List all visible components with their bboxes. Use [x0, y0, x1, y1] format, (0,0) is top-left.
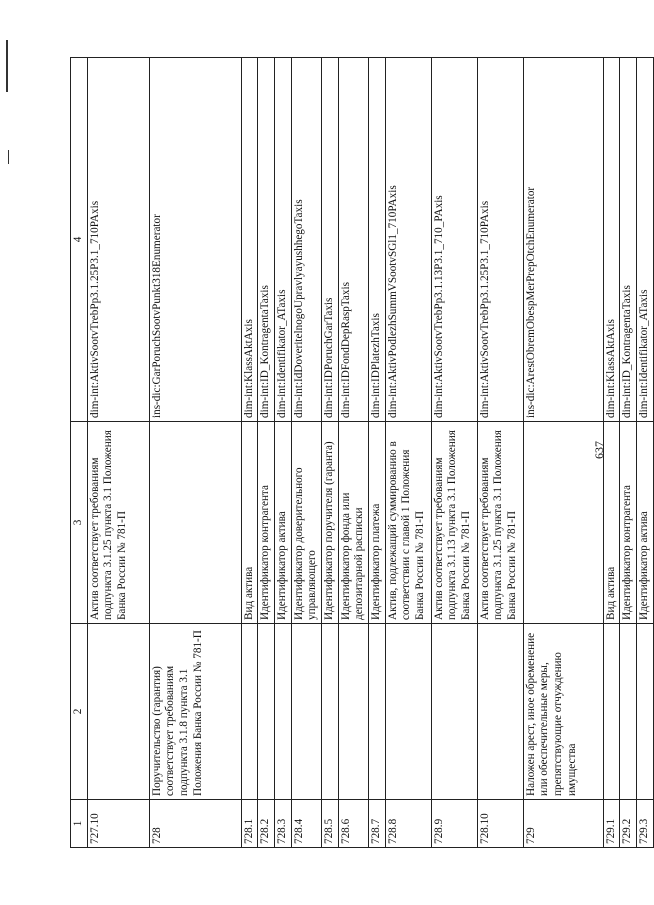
- row-number-cell: 728.2: [258, 800, 275, 848]
- row-attribute-cell: Актив соответствует требованиям подпункта 3.1.25 пункта 3.1 Положения Банка России № 781-П: [87, 422, 149, 624]
- row-code-cell: dim-int:IDFondDepRaspTaxis: [338, 58, 368, 422]
- table-row: [321, 58, 338, 848]
- page-number: 637: [592, 441, 606, 459]
- row-attribute-cell: Идентификатор доверительного управляющего: [291, 422, 321, 624]
- table-row: [620, 58, 637, 848]
- row-attribute-cell: Идентификатор платежа: [368, 422, 385, 624]
- row-number-cell: 729.2: [620, 800, 637, 848]
- row-name-cell: [368, 624, 385, 800]
- row-number-cell: 728.5: [321, 800, 338, 848]
- table-row: [477, 58, 523, 848]
- table-row: [603, 58, 620, 848]
- row-number-cell: 728: [149, 800, 241, 848]
- row-number-cell: 728.8: [385, 800, 431, 848]
- table-row: [636, 58, 653, 848]
- row-attribute-cell: Идентификатор актива: [274, 422, 291, 624]
- row-attribute-cell: [149, 422, 241, 624]
- table-row: [274, 58, 291, 848]
- scan-edge-mark: [8, 150, 9, 164]
- row-code-cell: dim-int:ID_KontragentaTaxis: [258, 58, 275, 422]
- table-row: [431, 58, 477, 848]
- row-code-cell: ins-dic:GarPoruchSootvPunkt318Enumerator: [149, 58, 241, 422]
- row-attribute-cell: [523, 422, 603, 624]
- table-row: [385, 58, 431, 848]
- row-code-cell: dim-int:AktivSootvTrebPp3.1.13P3.1_710_PAxis: [431, 58, 477, 422]
- row-attribute-cell: Идентификатор контрагента: [620, 422, 637, 624]
- row-number-cell: 728.9: [431, 800, 477, 848]
- header-cell-4: 4: [71, 58, 88, 422]
- row-name-cell: [603, 624, 620, 800]
- row-name-cell: [241, 624, 258, 800]
- row-attribute-cell: Актив соответствует требованиям подпункта 3.1.13 пункта 3.1 Положения Банка России № 781-П: [431, 422, 477, 624]
- row-code-cell: ins-dic:ArestObremObespMerPrepOtchEnumerator: [523, 58, 603, 422]
- row-attribute-cell: Идентификатор фонда или депозитарной расписки: [338, 422, 368, 624]
- row-code-cell: dim-int:KlassAktAxis: [241, 58, 258, 422]
- row-name-cell: Наложен арест, иное обременение или обеспечительные меры, препятствующие отчуждению имущества: [523, 624, 603, 800]
- row-name-cell: [291, 624, 321, 800]
- row-number-cell: 729.3: [636, 800, 653, 848]
- header-cell-3: 3: [71, 422, 88, 624]
- table-row: [258, 58, 275, 848]
- row-code-cell: dim-int:IDPoruchGarTaxis: [321, 58, 338, 422]
- table-row: [87, 58, 149, 848]
- attribute-table: [70, 57, 654, 848]
- row-code-cell: dim-int:IdDoveritelnogoUpravlyayushhegoTaxis: [291, 58, 321, 422]
- row-code-cell: dim-int:AktivSootvTrebPp3.1.25P3.1_710PAxis: [87, 58, 149, 422]
- scan-edge-mark: [6, 40, 8, 92]
- row-name-cell: [431, 624, 477, 800]
- row-number-cell: 728.3: [274, 800, 291, 848]
- row-attribute-cell: Идентификатор актива: [636, 422, 653, 624]
- header-row: [71, 58, 88, 848]
- row-name-cell: [87, 624, 149, 800]
- row-attribute-cell: Идентификатор контрагента: [258, 422, 275, 624]
- row-name-cell: [385, 624, 431, 800]
- table-row: [523, 58, 603, 848]
- row-attribute-cell: Вид актива: [241, 422, 258, 624]
- row-name-cell: [620, 624, 637, 800]
- row-code-cell: dim-int:AktivSootvTrebPp3.1.25P3.1_710PAxis: [477, 58, 523, 422]
- row-code-cell: dim-int:ID_KontragentaTaxis: [620, 58, 637, 422]
- table-row: [291, 58, 321, 848]
- table-row: [149, 58, 241, 848]
- row-number-cell: 727.10: [87, 800, 149, 848]
- row-name-cell: [274, 624, 291, 800]
- row-number-cell: 729: [523, 800, 603, 848]
- row-number-cell: 729.1: [603, 800, 620, 848]
- row-number-cell: 728.4: [291, 800, 321, 848]
- table-row: [338, 58, 368, 848]
- row-code-cell: dim-int:IDPlatezhTaxis: [368, 58, 385, 422]
- row-code-cell: dim-int:AktivPodlezhSummVSootvSGl1_710PAxis: [385, 58, 431, 422]
- row-number-cell: 728.7: [368, 800, 385, 848]
- table-row: [368, 58, 385, 848]
- row-attribute-cell: Актив соответствует требованиям подпункта 3.1.25 пункта 3.1 Положения Банка России № 781-П: [477, 422, 523, 624]
- header-cell-1: 1: [71, 800, 88, 848]
- row-code-cell: dim-int:KlassAktAxis: [603, 58, 620, 422]
- row-number-cell: 728.6: [338, 800, 368, 848]
- row-name-cell: [321, 624, 338, 800]
- row-number-cell: 728.1: [241, 800, 258, 848]
- header-cell-2: 2: [71, 624, 88, 800]
- row-attribute-cell: Актив, подлежащий суммированию в соответствии с главой 1 Положения Банка России № 781-П: [385, 422, 431, 624]
- row-attribute-cell: Идентификатор поручителя (гаранта): [321, 422, 338, 624]
- row-name-cell: [477, 624, 523, 800]
- row-name-cell: Поручительство (гарантия) соответствует требованиям подпункта 3.1.8 пункта 3.1 Положения Банка России № 781-П: [149, 624, 241, 800]
- row-attribute-cell: Вид актива: [603, 422, 620, 624]
- row-name-cell: [258, 624, 275, 800]
- row-code-cell: dim-int:Identifikator_ATaxis: [274, 58, 291, 422]
- row-number-cell: 728.10: [477, 800, 523, 848]
- table-row: [241, 58, 258, 848]
- row-name-cell: [636, 624, 653, 800]
- row-name-cell: [338, 624, 368, 800]
- row-code-cell: dim-int:Identifikator_ATaxis: [636, 58, 653, 422]
